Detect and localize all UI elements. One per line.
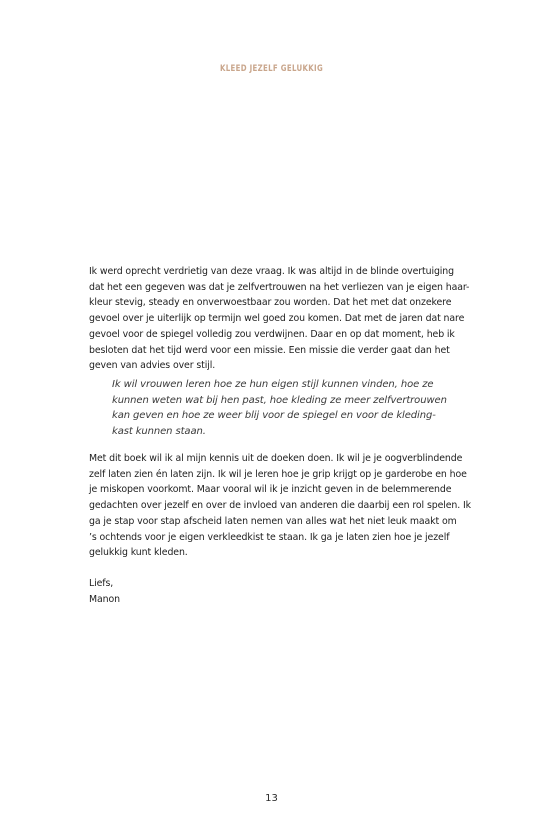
text-line: ga je stap voor stap afscheid laten nemen van alles wat het niet leuk maakt om: [89, 515, 457, 527]
quote-line: kunnen weten wat bij hen past, hoe kleding ze meer zelfvertrouwen: [112, 394, 447, 406]
paragraph-book-purpose: [89, 451, 472, 561]
text-line: Ik werd oprecht verdrietig van deze vraag. Ik was altijd in de blinde overtuiging: [89, 266, 455, 277]
text-line: gevoel over je uiterlijk op termijn wel goed zou komen. Dat met de jaren dat nare: [89, 313, 465, 325]
text-line: geven van advies over stijl.: [89, 360, 216, 372]
page-number: 13: [265, 793, 278, 804]
signoff-closing: Liefs,: [89, 578, 114, 589]
text-line: gedachten over jezelf en over de invloed van anderen die daarbij een rol spelen. Ik: [89, 500, 472, 512]
text-line: gevoel voor de spiegel volledig zou verdwijnen. Daar en op dat moment, heb ik: [89, 328, 455, 340]
mission-quote: [112, 377, 472, 439]
quote-line: kan geven en hoe ze weer blij voor de spiegel en voor de kleding-: [112, 410, 436, 421]
paragraph-intro: [89, 264, 469, 374]
signoff-name: Manon: [89, 593, 120, 605]
text-line: besloten dat het tijd werd voor een missie. Een missie die verder gaat dan het: [89, 344, 450, 356]
running-header-title: KLEED JEZELF GELUKKIG: [219, 64, 324, 74]
quote-line: kast kunnen staan.: [112, 425, 206, 437]
text-line: kleur stevig, steady en onverwoestbaar zou worden. Dat het met dat onzekere: [89, 297, 452, 309]
text-line: gelukkig kunt kleden.: [89, 547, 188, 559]
text-line: zelf laten zien én laten zijn. Ik wil je leren hoe je grip krijgt op je garderobe en hoe: [89, 468, 467, 480]
signoff: [89, 576, 469, 607]
text-line: dat het een gegeven was dat je zelfvertrouwen na het verliezen van je eigen haar-: [89, 281, 470, 293]
quote-line: Ik wil vrouwen leren hoe ze hun eigen stijl kunnen vinden, hoe ze: [112, 379, 434, 390]
text-line: Met dit boek wil ik al mijn kennis uit de doeken doen. Ik wil je je oogverblindende: [89, 453, 463, 464]
text-line: ’s ochtends voor je eigen verkleedkist te staan. Ik ga je laten zien hoe je jezelf: [89, 531, 450, 543]
text-line: je miskopen voorkomt. Maar vooral wil ik je inzicht geven in de belemmerende: [89, 484, 452, 496]
